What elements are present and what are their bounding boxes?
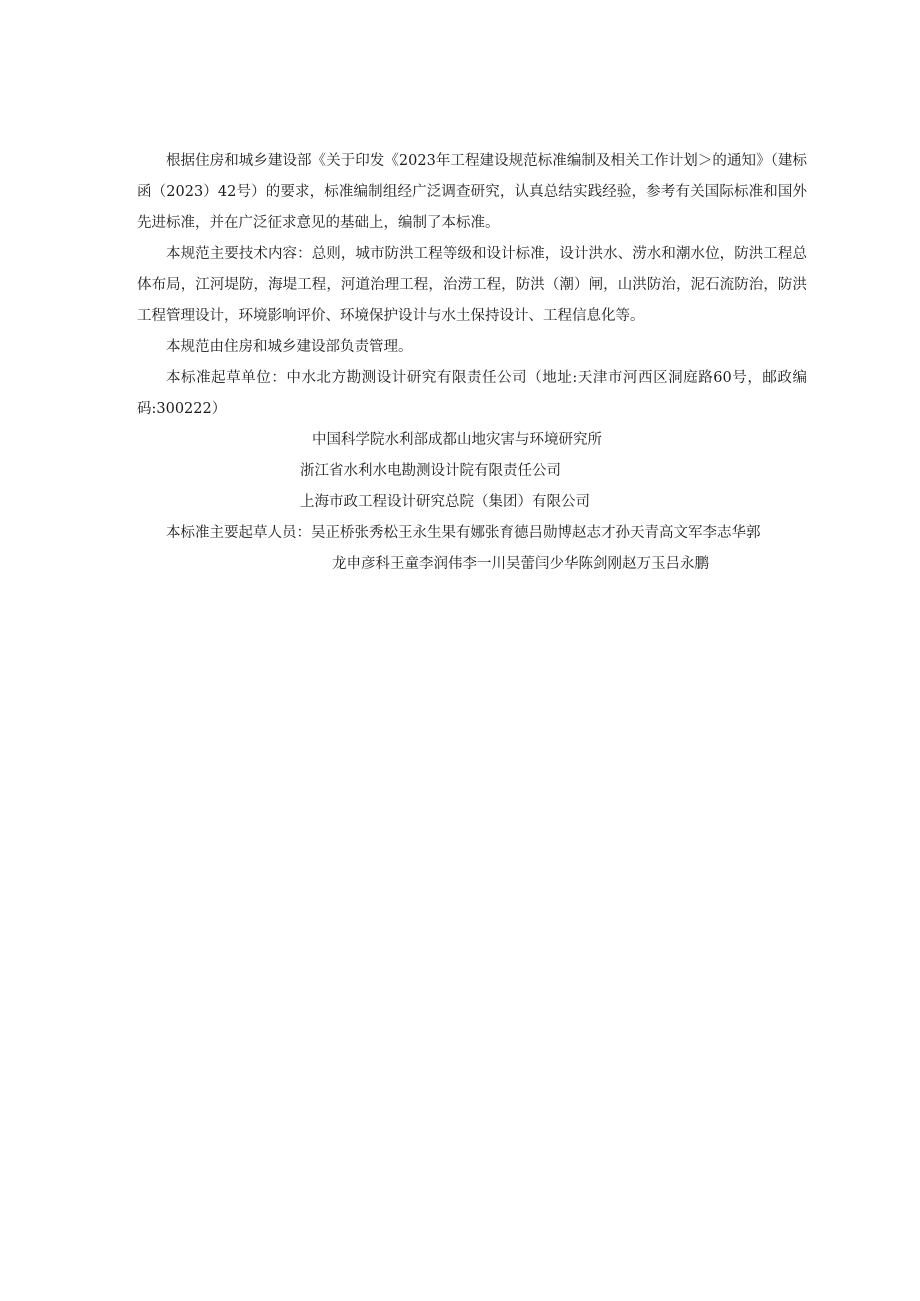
- paragraph-drafting-unit: 本标准起草单位：中水北方勘测设计研究有限责任公司（地址:天津市河西区洞庭路60号，邮政编码:300222）: [137, 370, 807, 417]
- drafters-line: 本标准主要起草人员：吴正桥张秀松王永生果有娜张育德吕勋博赵志才孙天青高文军李志华郭: [166, 525, 761, 541]
- drafters-line-continued: 龙申彦科王童李润伟李一川吴蕾闫少华陈剑刚赵万玉吕永鹏: [332, 556, 709, 572]
- paragraph-basis: 根据住房和城乡建设部《关于印发《2023年工程建设规范标准编制及相关工作计划＞的通知》（建标函（2023）42号）的要求，标准编制组经广泛调查研究，认真总结实践经验，参考有关国际标准和国外先进标准，并在广泛征求意见的基础上，编制了本标准。: [137, 153, 807, 231]
- participating-unit: 浙江省水利水电勘测设计院有限责任公司: [300, 463, 561, 479]
- paragraph-management: 本规范由住房和城乡建设部负责管理。: [166, 339, 413, 355]
- participating-unit: 上海市政工程设计研究总院（集团）有限公司: [300, 494, 590, 510]
- document-body: [137, 146, 807, 580]
- participating-unit: 中国科学院水利部成都山地灾害与环境研究所: [312, 432, 602, 448]
- paragraph-main-content: 本规范主要技术内容：总则，城市防洪工程等级和设计标准，设计洪水、涝水和潮水位，防洪工程总体布局，江河堤防，海堤工程，河道治理工程，治涝工程，防洪（潮）闸，山洪防治，泥石流防治，防洪工程管理设计，环境影响评价、环境保护设计与水土保持设计、工程信息化等。: [137, 246, 807, 324]
